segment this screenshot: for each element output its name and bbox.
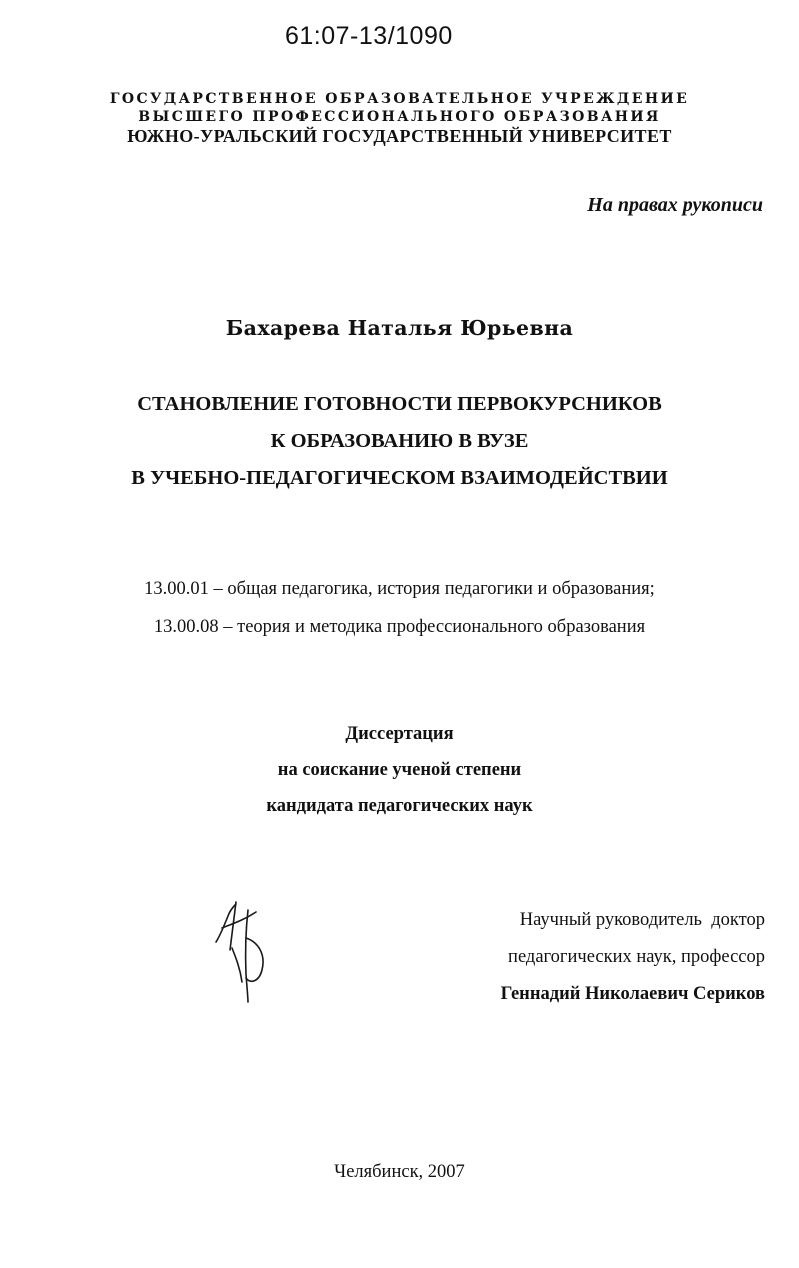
degree-block (0, 716, 799, 824)
specialty-2: 13.00.08 – теория и методика профессионального образования (153, 617, 646, 637)
catalog-number: 61:07-13/1090 (285, 22, 453, 50)
institution-line-1: ГОСУДАРСТВЕННОЕ ОБРАЗОВАТЕЛЬНОЕ УЧРЕЖДЕНИЕ (109, 91, 690, 107)
degree-line-3: кандидата педагогических наук (266, 796, 533, 816)
advisor-line-2: педагогических наук, профессор (508, 947, 765, 967)
specialty-1: 13.00.01 – общая педагогика, история педагогики и образования; (144, 579, 655, 599)
handwritten-signature (212, 898, 272, 1004)
title-line-2: К ОБРАЗОВАНИЮ В ВУЗЕ (270, 430, 529, 452)
degree-line-2: на соискание ученой степени (277, 760, 522, 780)
title-line-1: СТАНОВЛЕНИЕ ГОТОВНОСТИ ПЕРВОКУРСНИКОВ (137, 393, 662, 415)
institution-line-3: ЮЖНО-УРАЛЬСКИЙ ГОСУДАРСТВЕННЫЙ УНИВЕРСИТЕТ (127, 126, 672, 146)
title-line-3: В УЧЕБНО-ПЕДАГОГИЧЕСКОМ ВЗАИМОДЕЙСТВИИ (131, 467, 668, 489)
degree-line-1: Диссертация (345, 724, 454, 744)
author-name: Бахарева Наталья Юрьевна (225, 316, 574, 340)
specialties (0, 570, 799, 646)
advisor-name: Геннадий Николаевич Сериков (500, 984, 765, 1004)
institution-header (0, 90, 799, 146)
rights-note: На правах рукописи (587, 194, 763, 216)
scientific-advisor (501, 902, 765, 1013)
city-year: Челябинск, 2007 (334, 1162, 465, 1182)
dissertation-title (0, 386, 799, 497)
institution-line-2: ВЫСШЕГО ПРОФЕССИОНАЛЬНОГО ОБРАЗОВАНИЯ (138, 109, 661, 125)
advisor-line-1: Научный руководитель доктор (519, 910, 765, 930)
